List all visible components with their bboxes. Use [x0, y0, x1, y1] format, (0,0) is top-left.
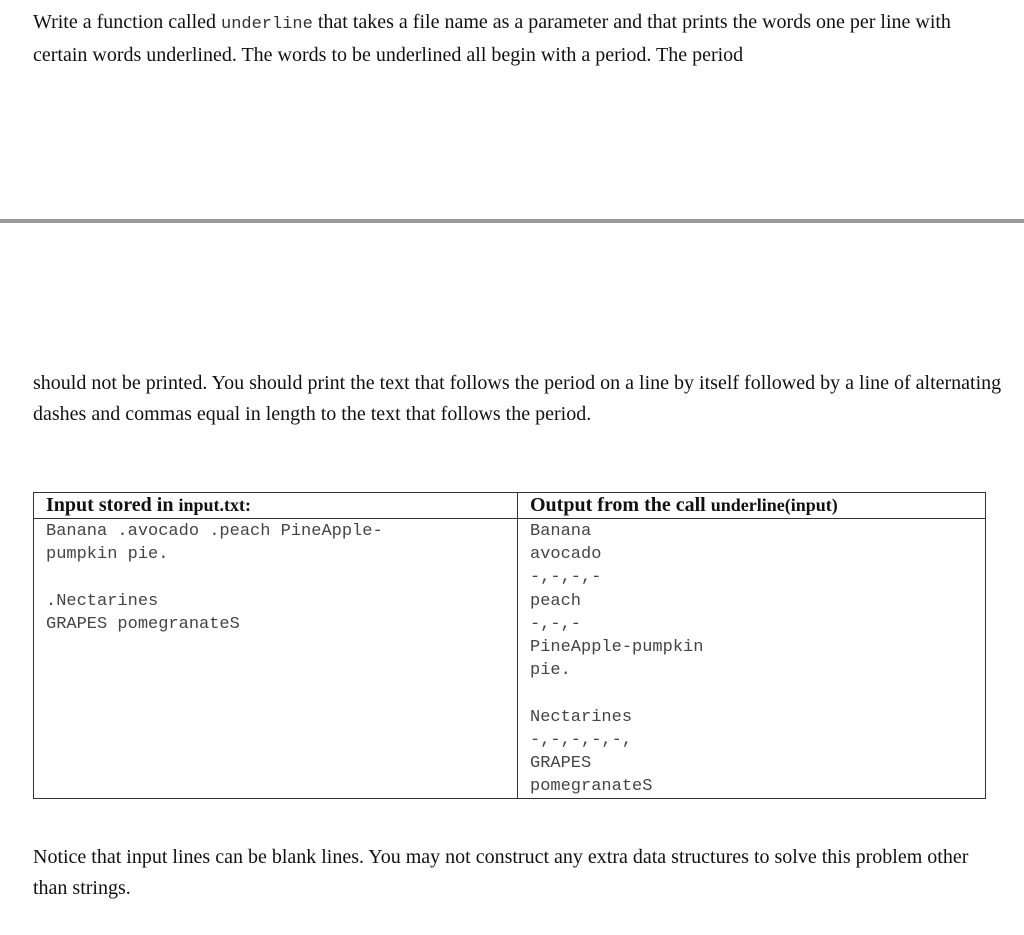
output-header-label: Output from the call — [530, 494, 711, 516]
output-cell — [518, 519, 986, 799]
output-line: -,-,-,- — [530, 568, 602, 588]
table-body-row — [34, 519, 986, 799]
output-line: avocado — [530, 545, 602, 565]
intro-text-part2: that takes a file name as a parameter and that prints the words one per line with certain words underlined. The words to be underlined all begin with a period. The period — [33, 11, 951, 66]
continuation-paragraph: should not be printed. You should print the text that follows the period on a line by itself followed by a line of alternating dashes and commas equal in length to the text that follows the period. — [33, 372, 1002, 425]
output-line: pomegranateS — [530, 777, 653, 797]
input-header-label: Input stored in — [46, 494, 179, 516]
closing-paragraph: Notice that input lines can be blank lines. You may not construct any extra data structures to solve this problem other than strings. — [33, 846, 969, 899]
input-line: pumpkin pie. — [46, 545, 169, 565]
input-line: GRAPES pomegranateS — [46, 614, 240, 634]
io-example-table — [33, 492, 986, 799]
output-line: Banana — [530, 522, 592, 541]
page-divider — [0, 219, 1024, 223]
input-header-file: input.txt: — [178, 495, 251, 515]
output-header — [518, 493, 986, 519]
output-line: GRAPES — [530, 754, 592, 774]
input-file-contents — [46, 519, 517, 636]
output-line: -,-,- — [530, 614, 582, 634]
function-name: underline — [221, 15, 313, 34]
input-line: Banana .avocado .peach PineApple- — [46, 522, 383, 541]
output-line: peach — [530, 591, 582, 611]
output-header-call: underline(input) — [710, 495, 838, 515]
intro-text-part1: Write a function called — [33, 11, 221, 33]
input-header — [34, 493, 518, 519]
intro-paragraph — [33, 7, 1003, 71]
table-header-row — [34, 493, 986, 519]
output-line: -,-,-,-,-, — [530, 730, 633, 750]
input-line: .Nectarines — [46, 591, 159, 611]
output-contents — [530, 519, 985, 798]
output-line: pie. — [530, 661, 571, 681]
input-cell — [34, 519, 518, 799]
output-line: Nectarines — [530, 707, 633, 727]
output-line: PineApple-pumpkin — [530, 638, 704, 658]
